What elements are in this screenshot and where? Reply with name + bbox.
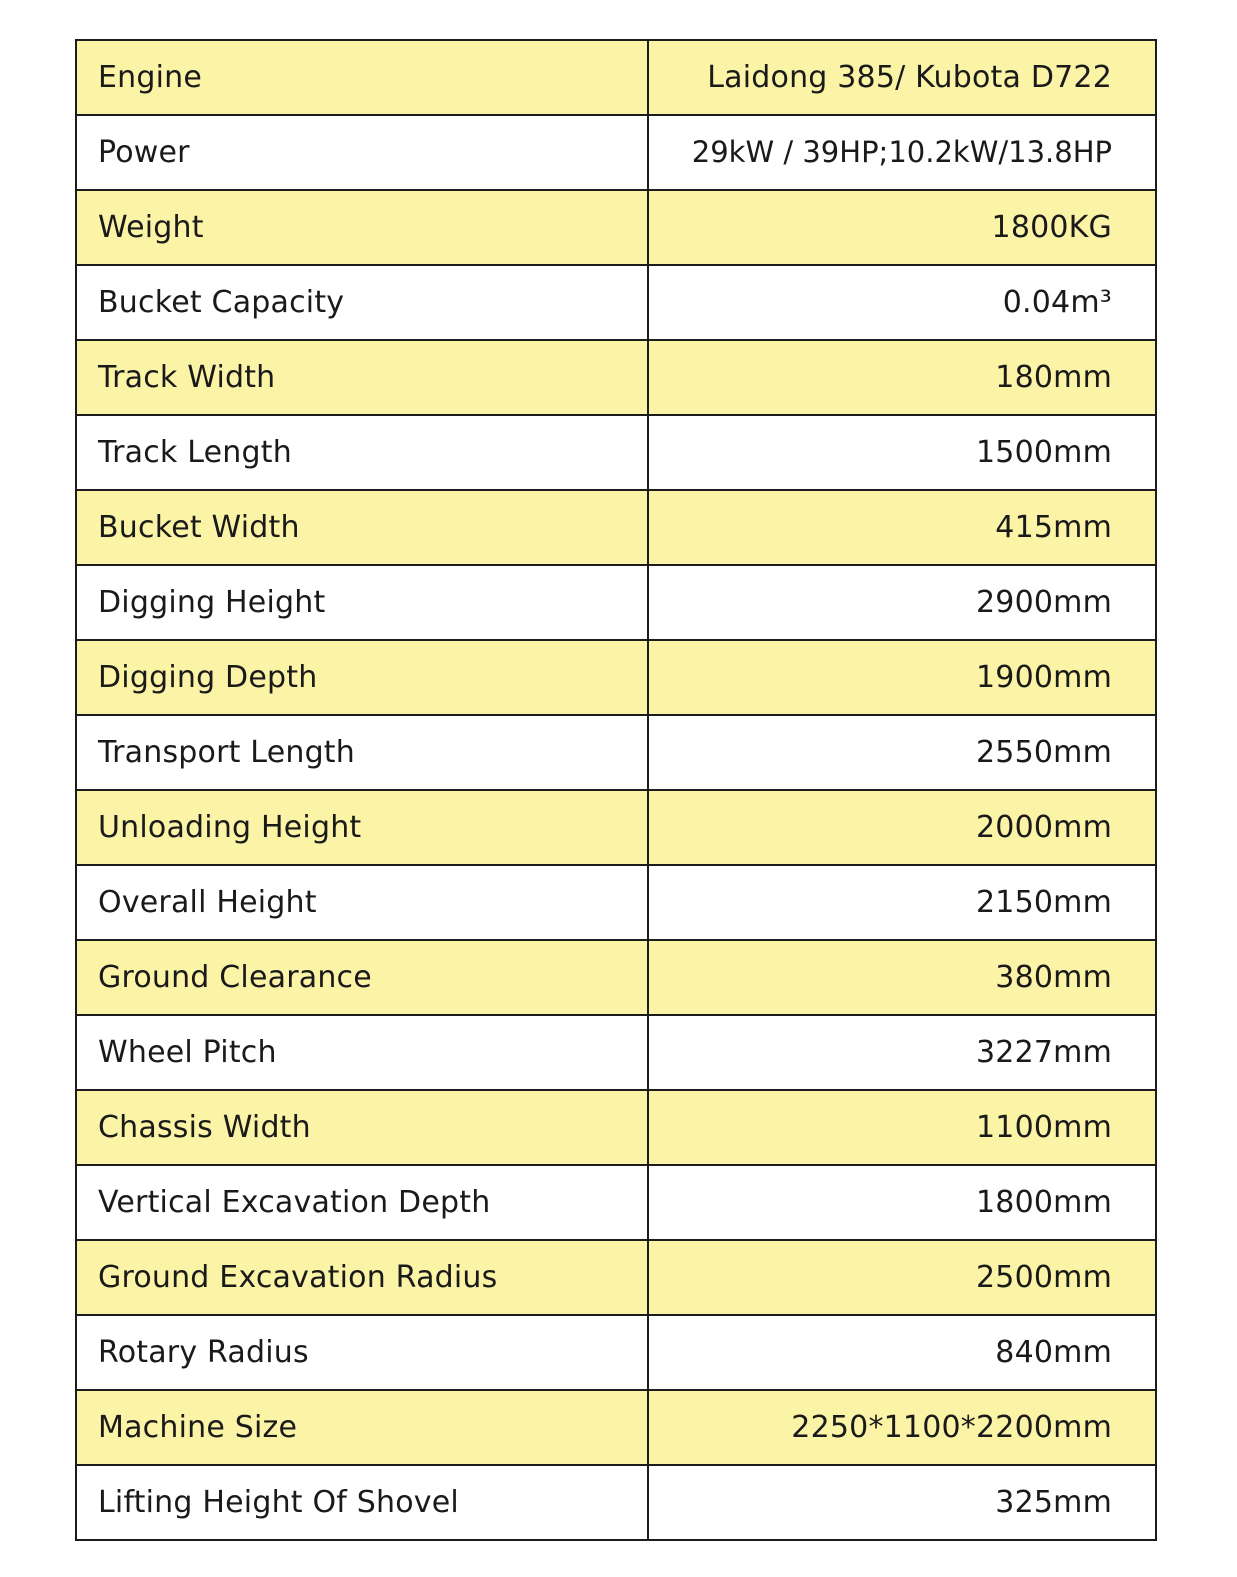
spec-name: Bucket Capacity (76, 265, 648, 340)
spec-name: Chassis Width (76, 1090, 648, 1165)
spec-name: Power (76, 115, 648, 190)
spec-row-weight (76, 190, 1156, 265)
spec-value: Laidong 385/ Kubota D722 (648, 40, 1156, 115)
spec-value: 2900mm (648, 565, 1156, 640)
spec-name: Ground Clearance (76, 940, 648, 1015)
spec-value: 3227mm (648, 1015, 1156, 1090)
spec-row-bucket-width (76, 490, 1156, 565)
spec-value: 1800mm (648, 1165, 1156, 1240)
spec-name: Machine Size (76, 1390, 648, 1465)
spec-row-digging-depth (76, 640, 1156, 715)
spec-value: 380mm (648, 940, 1156, 1015)
spec-value: 2150mm (648, 865, 1156, 940)
spec-name: Engine (76, 40, 648, 115)
spec-name: Overall Height (76, 865, 648, 940)
spec-row-transport-length (76, 715, 1156, 790)
spec-name: Rotary Radius (76, 1315, 648, 1390)
spec-row-bucket-capacity (76, 265, 1156, 340)
spec-value: 0.04m³ (648, 265, 1156, 340)
spec-value: 840mm (648, 1315, 1156, 1390)
spec-row-digging-height (76, 565, 1156, 640)
spec-value: 325mm (648, 1465, 1156, 1540)
spec-name: Weight (76, 190, 648, 265)
spec-value: 415mm (648, 490, 1156, 565)
spec-name: Digging Depth (76, 640, 648, 715)
spec-value: 2250*1100*2200mm (648, 1390, 1156, 1465)
spec-row-overall-height (76, 865, 1156, 940)
spec-name: Transport Length (76, 715, 648, 790)
spec-name: Track Width (76, 340, 648, 415)
spec-row-power (76, 115, 1156, 190)
spec-row-chassis-width (76, 1090, 1156, 1165)
spec-row-machine-size (76, 1390, 1156, 1465)
spec-row-wheel-pitch (76, 1015, 1156, 1090)
spec-row-rotary-radius (76, 1315, 1156, 1390)
spec-row-vertical-excavation-depth (76, 1165, 1156, 1240)
spec-value: 1500mm (648, 415, 1156, 490)
spec-row-unloading-height (76, 790, 1156, 865)
spec-row-engine (76, 40, 1156, 115)
spec-name: Wheel Pitch (76, 1015, 648, 1090)
spec-row-track-length (76, 415, 1156, 490)
spec-value: 29kW / 39HP;10.2kW/13.8HP (648, 115, 1156, 190)
spec-name: Ground Excavation Radius (76, 1240, 648, 1315)
spec-name: Vertical Excavation Depth (76, 1165, 648, 1240)
spec-row-lifting-height-of-shovel (76, 1465, 1156, 1540)
spec-row-track-width (76, 340, 1156, 415)
spec-row-ground-clearance (76, 940, 1156, 1015)
spec-value: 180mm (648, 340, 1156, 415)
spec-name: Digging Height (76, 565, 648, 640)
spec-value: 1800KG (648, 190, 1156, 265)
spec-value: 1100mm (648, 1090, 1156, 1165)
spec-table (75, 39, 1157, 1541)
spec-value: 2000mm (648, 790, 1156, 865)
spec-value: 1900mm (648, 640, 1156, 715)
spec-value: 2550mm (648, 715, 1156, 790)
spec-name: Lifting Height Of Shovel (76, 1465, 648, 1540)
spec-name: Unloading Height (76, 790, 648, 865)
spec-name: Track Length (76, 415, 648, 490)
spec-name: Bucket Width (76, 490, 648, 565)
spec-value: 2500mm (648, 1240, 1156, 1315)
spec-row-ground-excavation-radius (76, 1240, 1156, 1315)
spec-table-body (76, 40, 1156, 1540)
